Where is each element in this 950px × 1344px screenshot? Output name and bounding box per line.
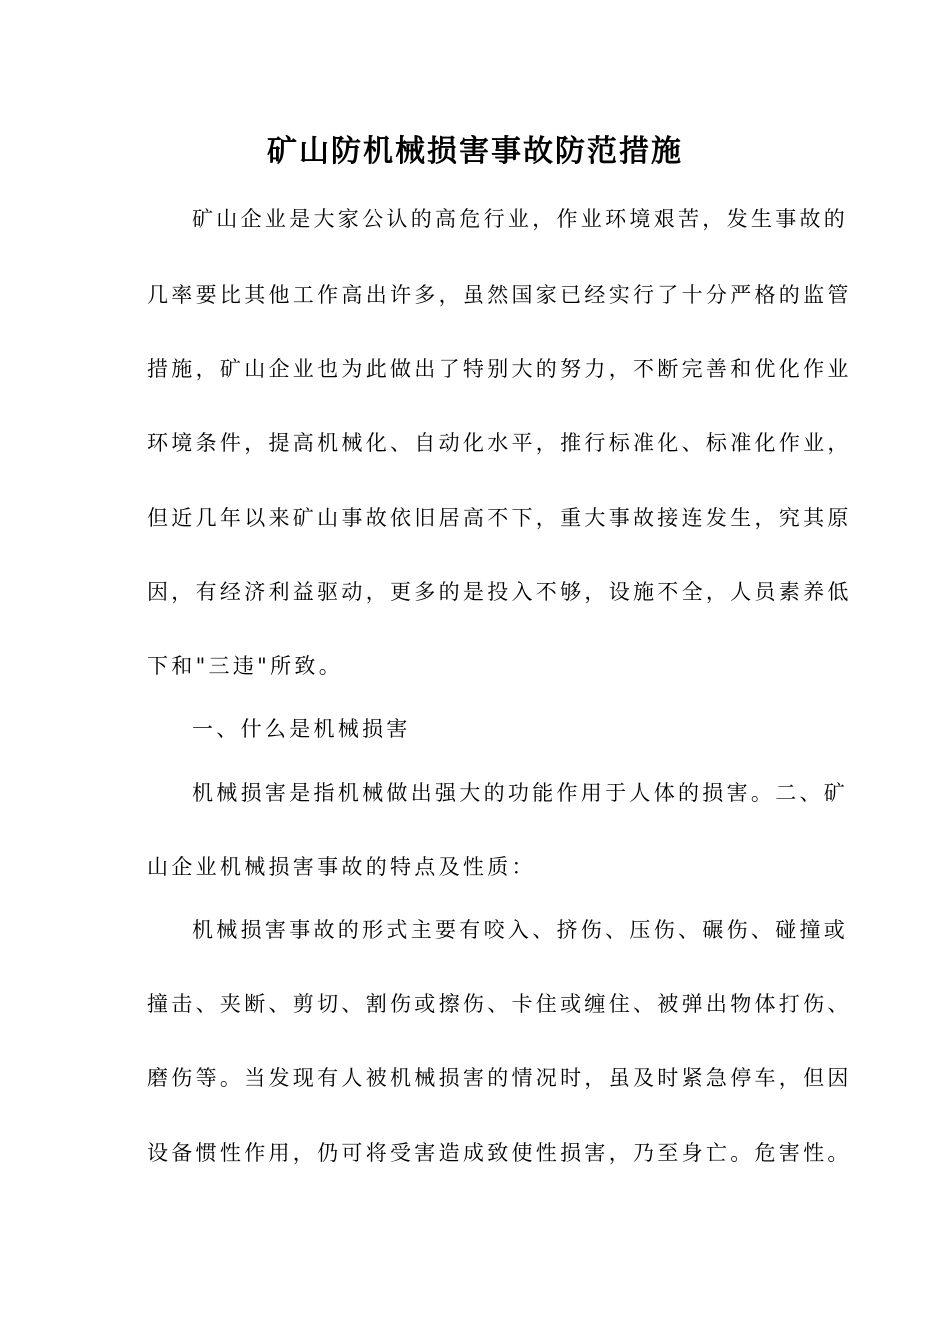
paragraph-line: 矿山企业是大家公认的高危行业，作业环境艰苦，发生事故的 [192,207,849,231]
section-heading: 一、什么是机械损害 [192,717,411,741]
paragraph-line: 几率要比其他工作高出许多，虽然国家已经实行了十分严格的监管 [147,283,852,307]
paragraph-line: 撞击、夹断、剪切、割伤或擦伤、卡住或缠住、被弹出物体打伤、 [147,992,852,1016]
paragraph-line: 下和"三违"所致。 [147,654,344,678]
paragraph-line: 机械损害事故的形式主要有咬入、挤伤、压伤、碾伤、碰撞或 [192,918,849,942]
paragraph-line: 但近几年以来矿山事故依旧居高不下，重大事故接连发生，究其原 [147,506,852,530]
paragraph-line: 设备惯性作用，仍可将受害造成致使性损害，乃至身亡。危害性。 [147,1141,852,1165]
paragraph-line: 因，有经济利益驱动，更多的是投入不够，设施不全，人员素养低 [147,580,852,604]
paragraph-line: 环境条件，提高机械化、自动化水平，推行标准化、标准化作业， [147,431,852,455]
paragraph-line: 山企业机械损害事故的特点及性质： [147,855,536,879]
document-title: 矿山防机械损害事故防范措施 [267,134,683,169]
paragraph-line: 措施，矿山企业也为此做出了特别大的努力，不断完善和优化作业 [147,357,852,381]
paragraph-line: 磨伤等。当发现有人被机械损害的情况时，虽及时紧急停车，但因 [147,1066,852,1090]
paragraph-line: 机械损害是指机械做出强大的功能作用于人体的损害。二、矿 [192,781,849,805]
